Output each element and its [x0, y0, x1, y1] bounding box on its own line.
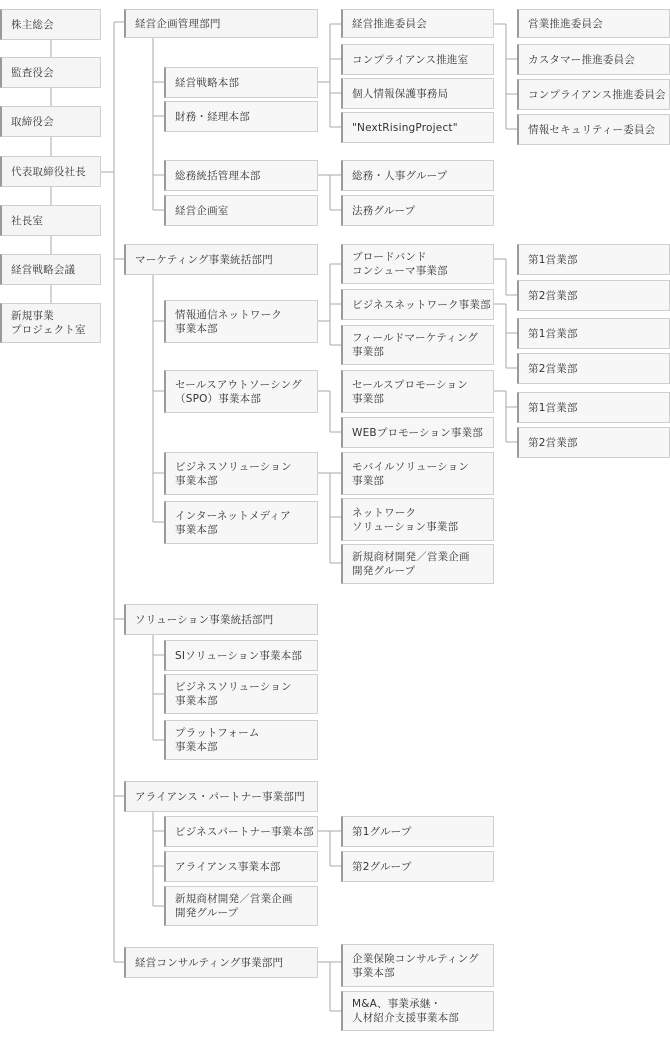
subcommittee-compliance-suishin: コンプライアンス推進委員会	[517, 79, 670, 110]
jigyobu-sales-promotion: セールスプロモーション 事業部	[341, 370, 494, 413]
left-box-shinki-jigyo: 新規事業 プロジェクト室	[0, 303, 101, 343]
jigyobu-network-solution: ネットワーク ソリューション事業部	[341, 498, 494, 541]
honbu-sales-outsourcing: セールスアウトソーシング （SPO）事業本部	[164, 370, 318, 413]
honbu-kigyo-hoken: 企業保険コンサルティング 事業本部	[341, 944, 494, 987]
left-box-torishimariyakukai: 取締役会	[0, 106, 101, 137]
eigyobu-1c: 第1営業部	[517, 392, 670, 423]
group-dai2: 第2グループ	[341, 851, 494, 882]
subcommittee-customer-suishin: カスタマー推進委員会	[517, 44, 670, 75]
honbu-business-partner: ビジネスパートナー事業本部	[164, 816, 318, 847]
eigyobu-2a: 第2営業部	[517, 280, 670, 311]
division-consulting: 経営コンサルティング事業部門	[124, 947, 318, 978]
eigyobu-1a: 第1営業部	[517, 244, 670, 275]
subcommittee-eigyo-suishin: 営業推進委員会	[517, 9, 670, 38]
honbu-business-solution: ビジネスソリューション 事業本部	[164, 452, 318, 495]
committee-next-rising-project: "NextRisingProject"	[341, 112, 494, 143]
honbu-platform: プラットフォーム 事業本部	[164, 720, 318, 760]
committee-keiei-suishin: 経営推進委員会	[341, 9, 494, 38]
division-keiei-kikaku: 経営企画管理部門	[124, 9, 318, 38]
eigyobu-2c: 第2営業部	[517, 427, 670, 458]
jigyobu-field-marketing: フィールドマーケティング 事業部	[341, 325, 494, 365]
honbu-keiei-senryaku: 経営戦略本部	[164, 67, 318, 98]
left-box-keiei-senryaku-kaigi: 経営戦略会議	[0, 254, 101, 285]
left-box-shachoshitsu: 社長室	[0, 205, 101, 236]
honbu-shinki-shozai: 新規商材開発／営業企画 開発グループ	[164, 886, 318, 926]
committee-compliance-suishinshitsu: コンプライアンス推進室	[341, 44, 494, 75]
group-dai1: 第1グループ	[341, 816, 494, 847]
subcommittee-security: 情報セキュリティー委員会	[517, 114, 670, 145]
honbu-business-solution-2: ビジネスソリューション 事業本部	[164, 674, 318, 714]
honbu-ma-jigyo-shokei: M&A、事業承継・ 人材紹介支援事業本部	[341, 991, 494, 1031]
jigyobu-web-promotion: WEBプロモーション事業部	[341, 417, 494, 448]
jigyobu-broadband: ブロードバンド コンシューマ事業部	[341, 244, 494, 284]
jigyobu-business-network: ビジネスネットワーク事業部	[341, 289, 494, 320]
honbu-keiei-kikakushitsu: 経営企画室	[164, 195, 318, 226]
group-somu-jinji: 総務・人事グループ	[341, 160, 494, 191]
honbu-somu-tokatsu: 総務統括管理本部	[164, 160, 318, 191]
left-box-kansayakukai: 監査役会	[0, 57, 101, 88]
honbu-internet-media: インターネットメディア 事業本部	[164, 501, 318, 544]
eigyobu-1b: 第1営業部	[517, 318, 670, 349]
honbu-zaimu-keiri: 財務・経理本部	[164, 101, 318, 132]
honbu-si-solution: SIソリューション事業本部	[164, 640, 318, 671]
left-box-president: 代表取締役社長	[0, 156, 101, 187]
honbu-alliance: アライアンス事業本部	[164, 851, 318, 882]
left-box-kabunushi-sokai: 株主総会	[0, 9, 101, 40]
group-homu: 法務グループ	[341, 195, 494, 226]
committee-kojin-joho: 個人情報保護事務局	[341, 78, 494, 109]
division-marketing: マーケティング事業統括部門	[124, 244, 318, 275]
honbu-joho-tsushin: 情報通信ネットワーク 事業本部	[164, 300, 318, 343]
division-alliance: アライアンス・パートナー事業部門	[124, 781, 318, 812]
jigyobu-mobile-solution: モバイルソリューション 事業部	[341, 452, 494, 495]
eigyobu-2b: 第2営業部	[517, 353, 670, 384]
division-solution: ソリューション事業統括部門	[124, 604, 318, 635]
jigyobu-shinki-shozai: 新規商材開発／営業企画 開発グループ	[341, 544, 494, 584]
